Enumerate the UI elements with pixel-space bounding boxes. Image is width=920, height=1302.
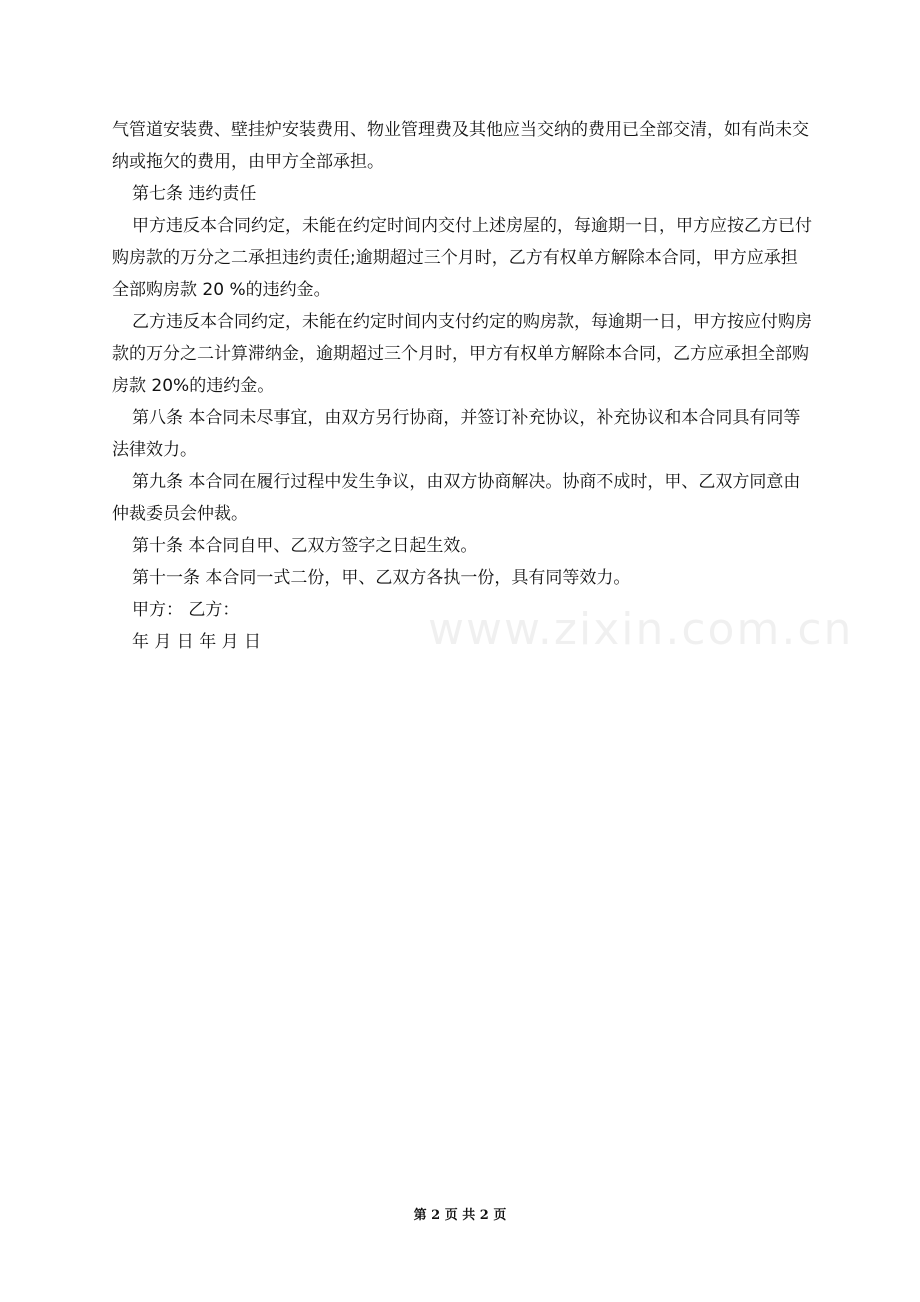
paragraph-fee-settlement: 气管道安装费、壁挂炉安装费用、物业管理费及其他应当交纳的费用已全部交清，如有尚未交纳或拖欠的费用，由甲方全部承担。 — [112, 120, 809, 172]
article-9: 第九条 本合同在履行过程中发生争议，由双方协商解决。协商不成时，甲、乙双方同意由仲裁委员会仲裁。 — [112, 472, 801, 524]
document-body — [112, 114, 812, 658]
article-10: 第十条 本合同自甲、乙双方签字之日起生效。 — [132, 536, 478, 556]
signature-parties-line: 甲方： 乙方： — [132, 600, 240, 620]
signature-date-line: 年 月 日 年 月 日 — [132, 632, 262, 652]
paragraph-party-b-breach: 乙方违反本合同约定，未能在约定时间内支付约定的购房款，每逾期一日，甲方按应付购房款的万分之二计算滞纳金，逾期超过三个月时，甲方有权单方解除本合同，乙方应承担全部购房款 20%的违约金。 — [112, 312, 812, 396]
article-11: 第十一条 本合同一式二份，甲、乙双方各执一份，具有同等效力。 — [132, 568, 631, 588]
page-number-footer: 第 2 页 共 2 页 — [413, 1208, 507, 1223]
watermark-text: www.zixin.com.cn — [428, 604, 854, 655]
article-7-heading: 第七条 违约责任 — [132, 184, 257, 204]
article-8: 第八条 本合同未尽事宜，由双方另行协商，并签订补充协议，补充协议和本合同具有同等法律效力。 — [112, 408, 801, 460]
paragraph-party-a-breach: 甲方违反本合同约定，未能在约定时间内交付上述房屋的，每逾期一日，甲方应按乙方已付购房款的万分之二承担违约责任;逾期超过三个月时，乙方有权单方解除本合同，甲方应承担全部购房款 20 %的违约金。 — [112, 216, 812, 300]
